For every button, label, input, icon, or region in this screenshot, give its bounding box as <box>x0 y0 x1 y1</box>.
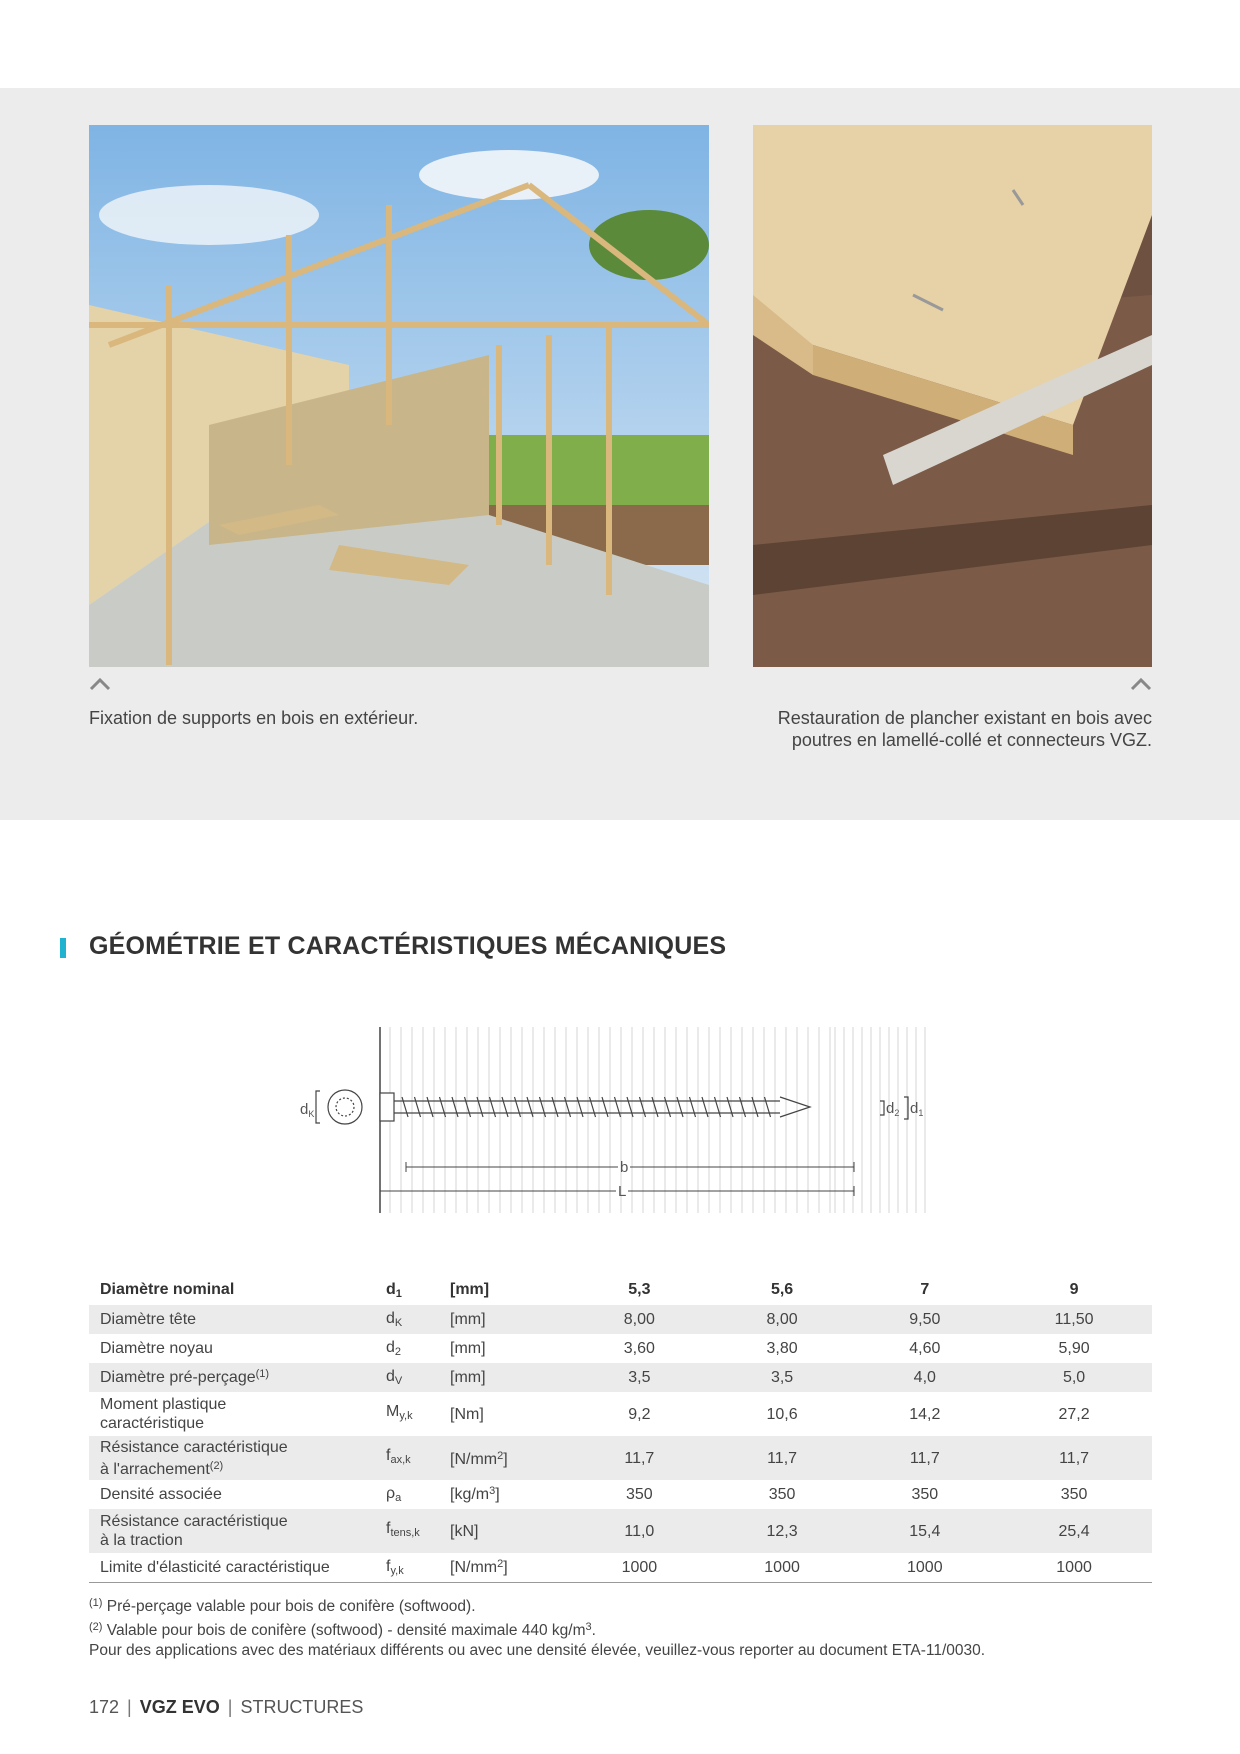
cell-value: 350 <box>768 1485 796 1503</box>
cell-value: 3,5 <box>770 1368 794 1386</box>
row-symbol: $f_{y,k}$ <box>386 1558 404 1577</box>
row-label: Résistance caractéristique à l'arrachement$^{(2)}$ <box>100 1438 288 1478</box>
cell-value: 3,80 <box>766 1339 798 1357</box>
row-symbol: $f_{ax,k}$ <box>386 1447 411 1466</box>
photo-timber-frame <box>89 125 709 667</box>
cell-value: 25,4 <box>1058 1522 1090 1540</box>
row-unit: [Nm] <box>450 1405 484 1423</box>
table-header-row <box>89 1275 1152 1305</box>
footnote-3: Pour des applications avec des matériaux différents ou avec une densité élevée, veuillez-vous reporter au document ETA-11/0030. <box>89 1642 986 1659</box>
row-symbol: $d_K$ <box>386 1310 403 1329</box>
table-row <box>89 1305 1152 1334</box>
header-value: 7 <box>920 1281 930 1298</box>
row-symbol: $f_{tens,k}$ <box>386 1520 420 1539</box>
cell-value: 11,50 <box>1054 1310 1094 1328</box>
cell-value: 14,2 <box>909 1405 941 1423</box>
footnote-1: $^{(1)}$ Pré-perçage valable pour bois de conifère (softwood). <box>89 1597 476 1615</box>
L-label: L <box>618 1183 627 1200</box>
cell-value: 9,50 <box>909 1310 941 1328</box>
cell-value: 11,7 <box>909 1449 940 1467</box>
table-row <box>89 1509 1152 1553</box>
cell-value: 8,00 <box>766 1310 798 1328</box>
table-row <box>89 1436 1152 1480</box>
d1-label: $d_1$ <box>910 1100 924 1118</box>
row-symbol: $M_{y,k}$ <box>386 1403 413 1422</box>
footnote-2: $^{(2)}$ Valable pour bois de conifère (softwood) - densité maximale 440 $kg/m^3$. <box>89 1621 596 1639</box>
cell-value: 4,0 <box>913 1368 936 1386</box>
specs-table <box>89 1275 1152 1583</box>
cell-value: 12,3 <box>766 1522 798 1540</box>
cell-value: 9,2 <box>628 1405 651 1423</box>
table-row <box>89 1392 1152 1436</box>
row-unit: [kN] <box>450 1522 479 1540</box>
cell-value: 1000 <box>1056 1558 1092 1576</box>
row-symbol: $d_2$ <box>386 1339 402 1358</box>
caret-up-icon <box>1130 676 1152 692</box>
cell-value: 3,60 <box>623 1339 655 1357</box>
photo-glulam-floor <box>753 125 1152 667</box>
row-unit: [mm] <box>450 1310 486 1328</box>
cell-value: 350 <box>911 1485 939 1503</box>
row-label: Densité associée <box>100 1485 222 1503</box>
row-symbol: $d_V$ <box>386 1368 403 1387</box>
d2-label: $d_2$ <box>886 1100 900 1118</box>
cell-value: 15,4 <box>909 1522 941 1540</box>
table-row <box>89 1480 1152 1509</box>
cell-value: 350 <box>626 1485 653 1503</box>
header-value: 5,3 <box>628 1281 651 1298</box>
cell-value: 3,5 <box>628 1368 651 1386</box>
row-label: Limite d'élasticité caractéristique <box>100 1558 330 1576</box>
cell-value: 5,90 <box>1058 1339 1090 1357</box>
row-unit: $[kg/m^3]$ <box>450 1485 500 1503</box>
header-label: Diamètre nominal <box>100 1281 235 1298</box>
row-label: Moment plastique caractéristique <box>100 1396 227 1432</box>
row-label: Diamètre tête <box>100 1310 197 1328</box>
b-label: b <box>620 1159 629 1176</box>
cell-value: 1000 <box>764 1558 800 1576</box>
table-row <box>89 1363 1152 1392</box>
table-row <box>89 1334 1152 1363</box>
cell-value: 11,0 <box>624 1522 655 1540</box>
row-label: Résistance caractéristique à la traction <box>100 1513 288 1549</box>
page-footer: 172 | VGZ EVO | STRUCTURES <box>89 1697 364 1717</box>
row-label: Diamètre noyau <box>100 1339 213 1357</box>
cell-value: 1000 <box>907 1558 943 1576</box>
caption-right: Restauration de plancher existant en bois avec poutres en lamellé-collé et connecteurs VGZ. <box>777 708 1152 750</box>
header-symbol: $d_1$ <box>386 1280 402 1300</box>
product-name: VGZ EVO <box>139 1697 220 1717</box>
row-unit: $[N/mm^2]$ <box>450 1450 508 1468</box>
cell-value: 11,7 <box>624 1449 655 1467</box>
cell-value: 11,7 <box>1059 1449 1090 1467</box>
footnotes <box>89 1593 985 1661</box>
screw-diagram <box>290 1025 950 1215</box>
cell-value: 10,6 <box>766 1405 798 1423</box>
header-unit: [mm] <box>450 1281 490 1298</box>
caret-up-icon <box>89 676 111 692</box>
row-symbol: $\rho_a$ <box>386 1485 402 1504</box>
row-unit: [mm] <box>450 1339 486 1357</box>
row-unit: $[N/mm^2]$ <box>450 1558 508 1576</box>
row-label: Diamètre pré-perçage$^{(1)}$ <box>100 1368 270 1386</box>
caption-left: Fixation de supports en bois en extérieur. <box>89 708 419 728</box>
header-value: 5,6 <box>770 1281 794 1298</box>
row-unit: [mm] <box>450 1368 486 1386</box>
section-title: GÉOMÉTRIE ET CARACTÉRISTIQUES MÉCANIQUES <box>89 932 727 960</box>
section-marker <box>60 938 66 958</box>
page-number: 172 <box>89 1697 120 1717</box>
dk-label: $d_K$ <box>300 1101 315 1119</box>
cell-value: 11,7 <box>767 1449 798 1467</box>
cell-value: 8,00 <box>623 1310 655 1328</box>
header-value: 9 <box>1069 1281 1079 1298</box>
cell-value: 27,2 <box>1058 1405 1090 1423</box>
table-row <box>89 1553 1152 1583</box>
cell-value: 5,0 <box>1062 1368 1086 1386</box>
cell-value: 4,60 <box>909 1339 941 1357</box>
category-name: STRUCTURES <box>240 1697 364 1717</box>
cell-value: 1000 <box>621 1558 658 1576</box>
cell-value: 350 <box>1060 1485 1088 1503</box>
